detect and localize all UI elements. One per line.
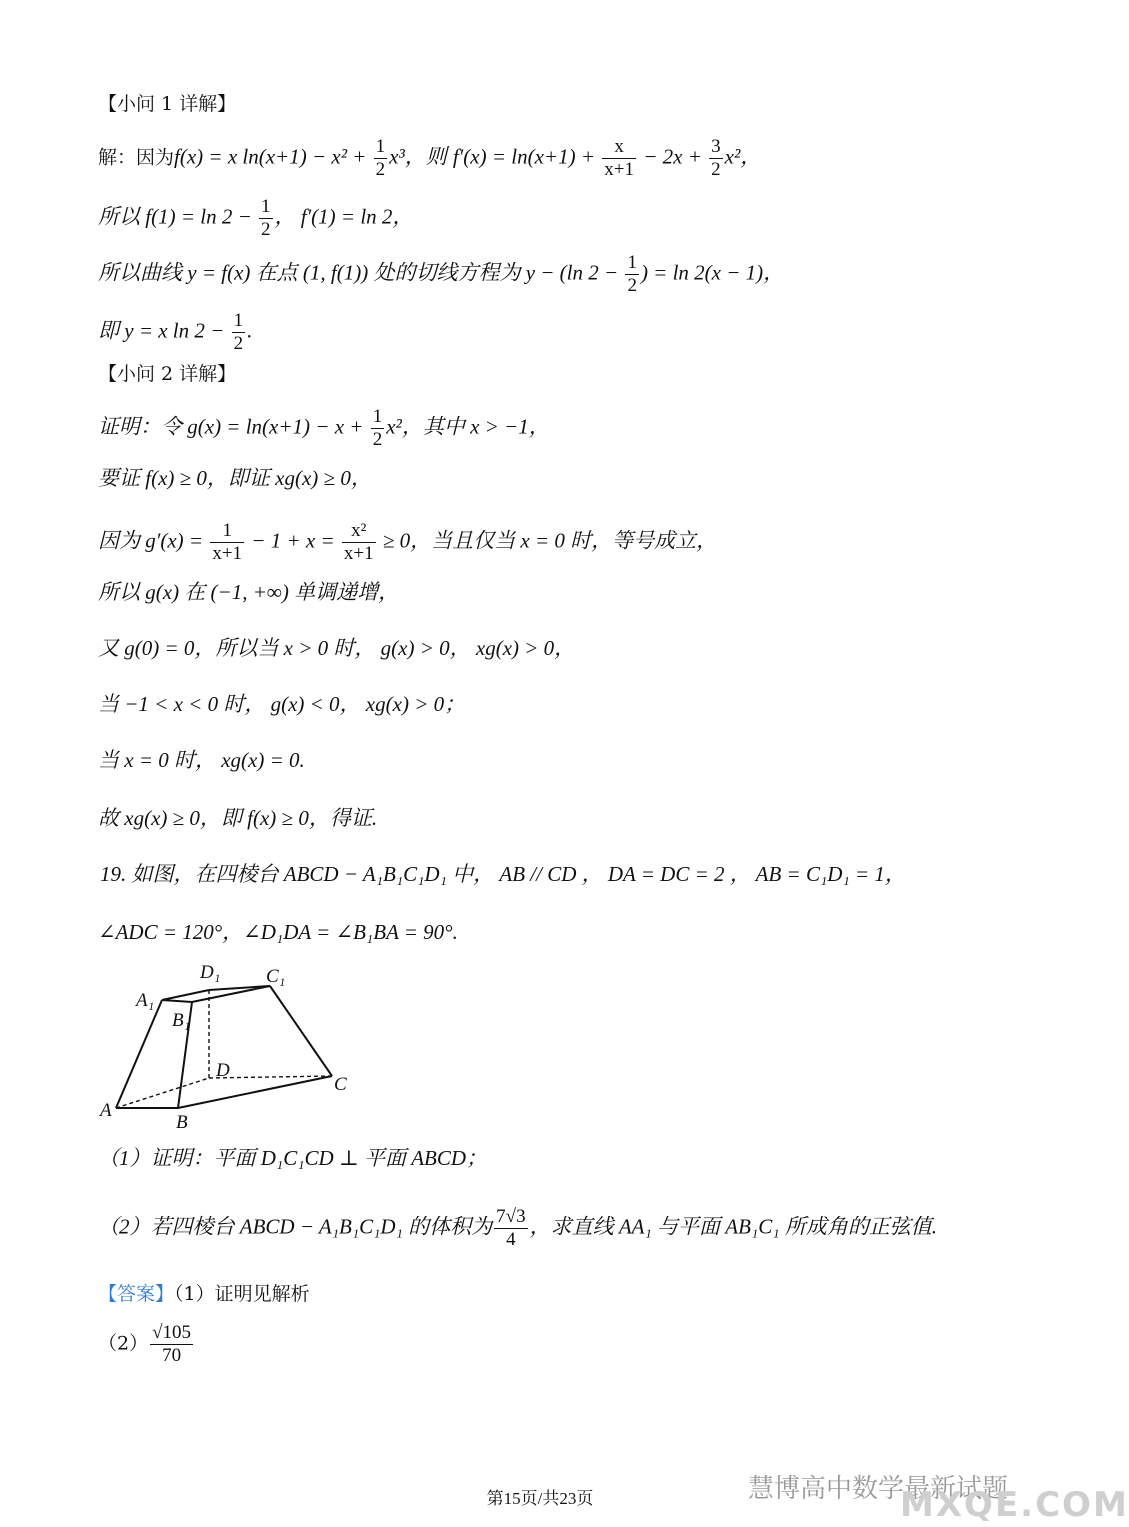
part2-line8: 故 xg(x) ≥ 0，即 f(x) ≥ 0，得证. (98, 806, 378, 830)
answer-line2: （2） $\frac{√105}{70}$ (98, 1322, 192, 1366)
part2-line5: 又 g(0) = 0，所以当 x > 0 时， g(x) > 0， xg(x) > 0， (98, 636, 576, 660)
answer-tag: 【答案】 (98, 1283, 175, 1305)
part1-line1: 解：因为f(x) = x ln(x+1) − x² + $\frac{1}{2}$ x³，则 f′(x) = ln(x+1) + $\frac{x}{x+1}$ − 2x + $\frac{3}{2}$ x²， (98, 136, 762, 180)
label-A: A (100, 1100, 112, 1121)
watermark-text: 慧博高中数学最新试题 (748, 1474, 1009, 1504)
label-A1: A₁ (136, 990, 155, 1011)
part2-line1: 证明：令 g(x) = ln(x+1) − x + $\frac{1}{2}$ x²，其中 x > −1， (98, 406, 550, 450)
part2-line4: 所以 g(x) 在 (−1, +∞) 单调递增， (98, 580, 400, 604)
part1-line2: 所以 f(1) = ln 2 − $\frac{1}{2}$ ， f′(1) = ln 2， (98, 196, 414, 240)
q19-sub1: （1）证明：平面 D₁C₁CD ⊥ 平面 ABCD； (98, 1146, 488, 1170)
part1-line4: 即 y = x ln 2 − $\frac{1}{2}$ . (98, 310, 253, 354)
frustum-figure (96, 958, 358, 1133)
part2-line7: 当 x = 0 时， xg(x) = 0. (98, 748, 305, 772)
part2-header: 【小问 2 详解】 (98, 363, 237, 385)
q19-line1: 19. 如图，在四棱台 ABCD − A₁B₁C₁D₁ 中， AB // CD ， DA = DC = 2 ， AB = C₁D₁ = 1， (100, 862, 906, 886)
label-B1: B₁ (172, 1010, 191, 1031)
label-D: D (216, 1060, 230, 1081)
page-footer: 第15页/共23页 (486, 1489, 594, 1508)
part1-header: 【小问 1 详解】 (98, 93, 237, 115)
answer-line1: 【答案】（1）证明见解析 (98, 1283, 310, 1305)
label-C1: C₁ (266, 966, 286, 987)
label-B: B (176, 1112, 188, 1133)
part2-line3: 因为 g′(x) = $\frac{1}{x+1}$ − 1 + x = $\frac{\text{x²}}{x+1}$ ≥ 0，当且仅当 x = 0 时，等号成立， (98, 520, 718, 564)
q19-line2: ∠ADC = 120°，∠D₁DA = ∠B₁BA = 90°. (98, 920, 458, 944)
q19-sub2: （2）若四棱台 ABCD − A₁B₁C₁D₁ 的体积为 $\frac{7√3}{4}$ ，求直线 AA₁ 与平面 AB₁C₁ 所成角的正弦值. (98, 1206, 938, 1250)
part2-line2: 要证 f(x) ≥ 0，即证 xg(x) ≥ 0， (98, 466, 372, 490)
label-C: C (334, 1074, 347, 1095)
part1-line3: 所以曲线 y = f(x) 在点 (1, f(1)) 处的切线方程为 y − (ln 2 − $\frac{1}{2}$ ) = ln 2(x − 1)， (98, 252, 785, 296)
label-D1: D₁ (200, 962, 221, 983)
watermark-logo: MXQE.COM (900, 1485, 1129, 1525)
part2-line6: 当 −1 < x < 0 时， g(x) < 0， xg(x) > 0； (98, 692, 466, 716)
